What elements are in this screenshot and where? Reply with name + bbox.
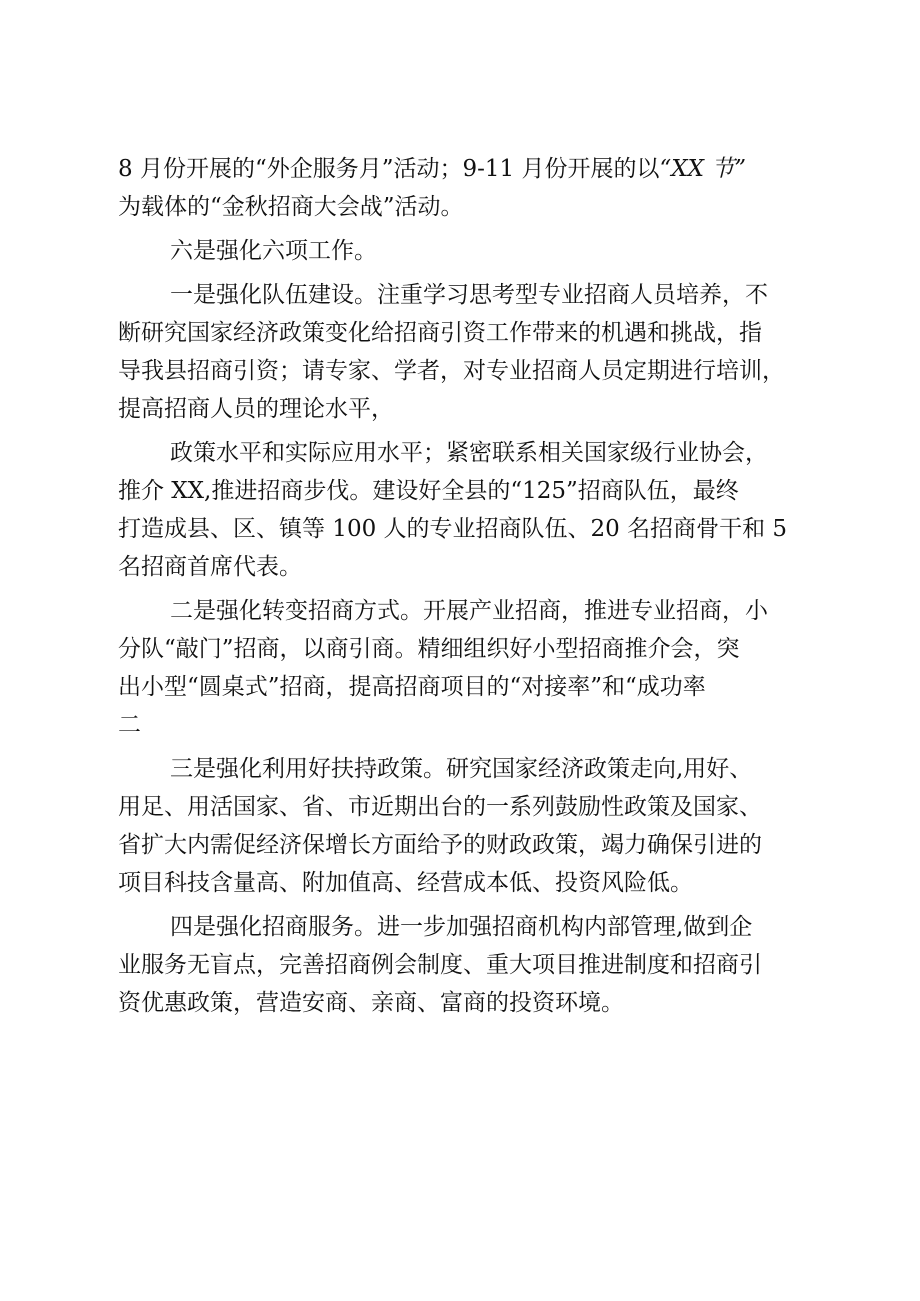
text-line: 用足、用活国家、省、市近期出台的一系列鼓励性政策及国家、 — [118, 794, 762, 820]
text-line: 资优惠政策，营造安商、亲商、富商的投资环境。 — [118, 990, 624, 1016]
text-line-main: 8 月份开展的“外企服务月”活动；9-11 月份开展的以 — [118, 156, 660, 182]
text-line — [118, 150, 818, 188]
text-line: 业服务无盲点，完善招商例会制度、重大项目推进制度和招商引 — [118, 952, 762, 978]
text-line: 推介 XX,推进招商步伐。建设好全县的“125”招商队伍，最终 — [118, 478, 739, 504]
text-line: 二是强化转变招商方式。开展产业招商，推进专业招商，小 — [170, 598, 768, 624]
text-line: 为载体的“金秋招商大会战”活动。 — [118, 194, 464, 220]
text-line: 分队“敲门”招商，以商引商。精细组织好小型招商推介会，突 — [118, 636, 740, 662]
text-line: 名招商首席代表。 — [118, 554, 302, 580]
text-line: 政策水平和实际应用水平；紧密联系相关国家级行业协会， — [170, 440, 768, 466]
text-line: 省扩大内需促经济保增长方面给予的财政政策，竭力确保引进的 — [118, 832, 762, 858]
text-line: 导我县招商引资；请专家、学者，对专业招商人员定期进行培训， — [118, 358, 785, 384]
text-line: 出小型“圆桌式”招商，提高招商项目的“对接率”和“成功率 — [118, 674, 706, 700]
paragraph-section-heading — [118, 232, 818, 270]
text-line: 项目科技含量高、附加值高、经营成本低、投资风险低。 — [118, 870, 693, 896]
document-body — [118, 150, 818, 1028]
paragraph-investment-services — [118, 908, 818, 1022]
paragraph-activities — [118, 150, 818, 226]
paragraph-support-policies — [118, 750, 818, 902]
text-line: 四是强化招商服务。进一步加强招商机构内部管理,做到企 — [170, 914, 753, 940]
text-line: 打造成县、区、镇等 100 人的专业招商队伍、20 名招商骨干和 5 — [118, 516, 788, 542]
paragraph-team-building — [118, 276, 818, 428]
italic-festival-name: “XX 节” — [659, 156, 747, 182]
text-line: 二 — [118, 712, 141, 738]
paragraph-investment-methods — [118, 592, 818, 744]
text-line: 提高招商人员的理论水平， — [118, 396, 394, 422]
text-line: 一是强化队伍建设。注重学习思考型专业招商人员培养，不 — [170, 282, 768, 308]
text-line: 三是强化利用好扶持政策。研究国家经济政策走向,用好、 — [170, 756, 753, 782]
text-line: 断研究国家经济政策变化给招商引资工作带来的机遇和挑战，指 — [118, 320, 762, 346]
paragraph-policy-level — [118, 434, 818, 586]
section-heading: 六是强化六项工作。 — [170, 238, 377, 264]
